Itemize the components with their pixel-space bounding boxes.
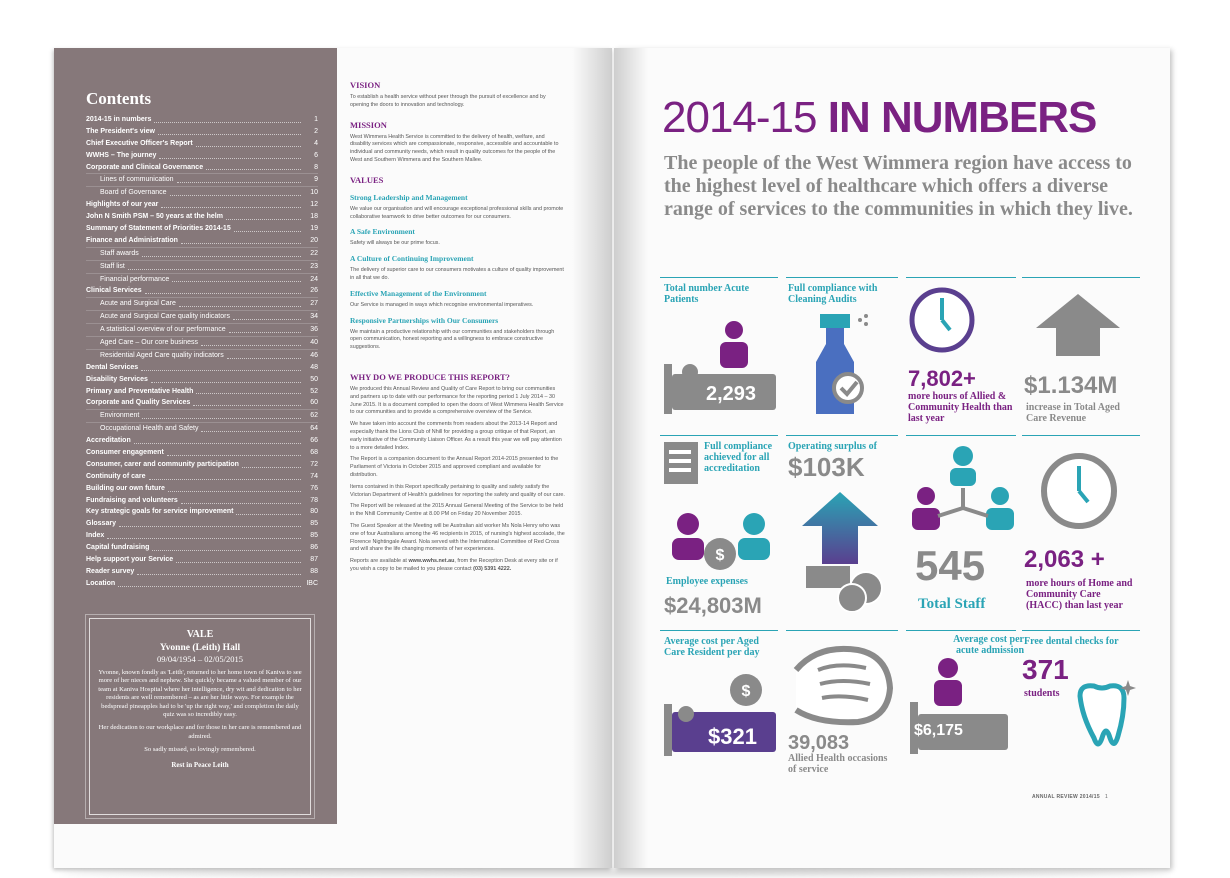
toc-leader [196,393,301,394]
why-paragraph: The Report is a companion document to the Annual Report 2014-2015 presented to the Parliament of Victoria in October 2015 and approved compliant and available for distribution. [350,456,559,478]
toc-page: 52 [310,387,318,395]
checklist-icon [662,440,700,486]
toc-row[interactable] [86,374,318,386]
contents-title: Contents [86,89,152,108]
toc-row[interactable] [86,336,318,349]
toc-page: 40 [310,339,318,347]
toc-row[interactable] [86,162,318,174]
divider [906,630,1016,631]
divider [906,435,1016,436]
toc-page: 2 [314,127,318,135]
toc-label: Chief Executive Officer's Report [86,139,193,147]
toc-page: 24 [310,275,318,283]
toc-leader [233,319,301,320]
toc-label: Finance and Administration [86,236,178,244]
toc-label: Help support your Service [86,556,174,564]
toc-page: 26 [310,287,318,295]
value-text: Our Service is managed in ways which recognise environmental imperatives. [350,301,534,308]
toc-page: 6 [314,151,318,159]
toc-label: Primary and Preventative Health [86,387,194,395]
why-paragraph: We produced this Annual Review and Quality of Care Report to bring our communities and partners up to date with our performance for the reporting period 1 July 2014 – 30 June 2015. It is a document compiled to open the doors of West Wimmera Health Service to our communities and to provide a comprehensive overview of the Service. [350,385,564,416]
toc-leader [172,281,301,282]
toc-row[interactable] [86,554,318,566]
toc-leader [234,231,301,232]
toc-leader [170,195,301,196]
toc-row[interactable] [86,422,318,435]
toc-page: 10 [310,189,318,197]
divider [660,277,778,278]
svg-text:$: $ [741,683,751,700]
spray-bottle-icon [808,310,878,420]
toc-page: 50 [310,375,318,383]
hospital-bed-icon [908,656,1012,756]
vision-mission-column [350,80,565,574]
up-arrow-icon [1034,292,1122,358]
allied-hours-value: 7,802+ [908,366,976,391]
toc-label: Location [86,579,116,587]
toc-label: Staff awards [100,249,139,257]
toc-leader [181,243,301,244]
toc-row[interactable] [86,126,318,138]
toc-page: 48 [310,363,318,371]
toc-leader [142,418,301,419]
value-heading: Strong Leadership and Management [350,192,468,202]
toc-leader [179,306,301,307]
toc-leader [149,479,301,480]
toc-label: Acute and Surgical Care [100,300,176,308]
svg-text:$: $ [715,547,725,564]
toc-row[interactable] [86,235,318,247]
vale-paragraph: Yvonne, known fondly as 'Leith', returned to her home town of Kaniva to see more of her nieces and nephew. She quickly became a valued member of our team at Kaniva Hospital where her intelligence, dry wit and dedication to her residents are well remembered – as are her little ways. For example the bedspread pineapples had to be 'up the right way,' and completion the daily quiz was so incredibly easy. [98,669,302,719]
vision-heading: VISION [350,80,381,90]
toc-label: Clinical Services [86,287,142,295]
toc-leader [142,256,301,257]
values-heading: VALUES [350,174,384,185]
divider [660,630,778,631]
accreditation-label: Full compliance achieved for all accreditation [704,441,773,474]
toc-row[interactable] [86,323,318,336]
vale-name: Yvonne (Leith) Hall [159,643,241,653]
toc-page: 88 [310,567,318,575]
toc-leader [177,182,301,183]
toc-leader [128,269,301,270]
toc-page: 20 [310,236,318,244]
toc-leader [145,293,301,294]
toc-row[interactable] [86,447,318,459]
toc-row[interactable] [86,542,318,554]
toc-row[interactable] [86,495,318,507]
toc-label: Accreditation [86,437,131,445]
toc-row[interactable] [86,260,318,273]
toc-label: 2014-15 in numbers [86,115,152,123]
toc-label: Staff list [100,262,125,270]
toc-leader [158,134,301,135]
hacc-hours-label: more hours of Home and Community Care (HACC) than last year [1026,578,1133,611]
toc-leader [242,467,301,468]
vale-paragraph: So sadly missed, so lovingly remembered. [144,746,256,754]
toc-leader [226,219,301,220]
value-heading: Responsive Partnerships with Our Consumers [350,315,499,325]
toc-leader [201,345,301,346]
toc-page: 62 [310,412,318,420]
why-paragraph: Items contained in this Report specifically pertaining to quality and safety satisfy the Victorian Department of Health's guidelines for reporting the safety and quality of our care. [350,483,565,498]
toc-label: Glossary [86,520,116,528]
vale-closing: Rest in Peace Leith [171,760,229,769]
toc-row[interactable] [86,386,318,398]
toc-row[interactable] [86,518,318,530]
acute-patients-value: 2,293 [706,383,757,405]
mission-heading: MISSION [350,119,387,130]
toc-row[interactable] [86,566,318,578]
aged-care-cost-label: Average cost per Aged Care Resident per day [664,636,760,658]
vale-box [89,618,311,815]
cleaning-audits-label: Full compliance with Cleaning Audits [788,283,878,305]
toc-row[interactable] [86,530,318,542]
toc-leader [201,431,301,432]
book-shadow [60,870,1170,876]
toc-page: 68 [310,449,318,457]
dental-students-label: students [1024,688,1060,699]
toc-page: 12 [310,201,318,209]
why-paragraph: The Guest Speaker at the Meeting will be Australian aid worker Ms Nola Henry who was one of four Australians among the 46 recipients in 2015, of nursing's highest accolade, the Florence Nightingale Award. Nola served with the International Committee of Red Cross and will share the life changing moments of her experiences. [350,522,565,553]
toc-page: 86 [310,544,318,552]
toc-label: Dental Services [86,363,139,371]
spine-shadow-right [614,48,648,868]
why-paragraph: We have taken into account the comments from readers about the 2013-14 Report and especially thank the Lions Club of Nhill for providing a group critique of that Report, an early initiative of the Community Liaison Officer. As a result this year we will pay attention to a more detailed Index. [350,421,562,451]
value-text: The delivery of superior care to our consumers motivates a culture of quality improvement in all that we do. [350,267,564,281]
toc-label: John N Smith PSM – 50 years at the helm [86,213,223,221]
staff-hierarchy-icon [908,444,1018,534]
toc-leader [229,332,301,333]
toc-row[interactable] [86,247,318,260]
acute-patients-label: Total number Acute Patients [664,283,750,305]
occasions-label: Allied Health occasions of service [788,753,888,775]
toc-page: 78 [310,496,318,504]
dental-checks-value: 371 [1022,654,1069,685]
money-growth-icon [796,490,892,612]
toc-row[interactable] [86,199,318,211]
why-paragraph: The Report will be released at the 2015 Annual General Meeting of the Service to be held in the Nhill Community Centre at 8.00 PM on Friday 20 November 2015. [350,503,564,518]
toc-leader [137,574,301,575]
toc-label: Consumer engagement [86,449,164,457]
contents-sidebar [54,48,337,824]
employee-expenses-label: Employee expenses [666,576,748,587]
clock-icon [1040,452,1118,530]
toc-page: 76 [310,484,318,492]
toc-label: Consumer, carer and community participation [86,460,239,468]
toc-row[interactable] [86,150,318,162]
toc-label: Board of Governance [100,189,167,197]
toc-row[interactable] [86,483,318,495]
toc-leader [236,514,301,515]
toc-leader [107,538,301,539]
toc-page: 22 [310,249,318,257]
employee-expenses-value: $24,803M [664,593,762,618]
vale-paragraph: Her dedication to our workplace and for those in her care is remembered and admired. [98,724,302,740]
toc-page: 74 [310,472,318,480]
toc-label: Summary of Statement of Priorities 2014-15 [86,225,231,232]
toc-page: 4 [314,139,318,147]
toc-page: 87 [310,556,318,564]
toc-page: 34 [310,313,318,321]
total-staff-value: 545 [915,542,986,589]
toc-row[interactable] [86,285,318,297]
toc-label: Highlights of our year [86,201,159,209]
toc-leader [141,370,301,371]
toc-leader [227,358,301,359]
toc-label: Reader survey [86,567,135,575]
toc-row[interactable] [86,409,318,422]
toc-row[interactable] [86,223,318,235]
toc-row[interactable] [86,349,318,362]
toc-page: 36 [310,326,318,334]
toc-label: Corporate and Quality Services [86,399,191,407]
toc-row[interactable] [86,507,318,519]
revenue-label: increase in Total Aged Care Revenue [1026,402,1120,424]
phone-number: (03) 5391 4222. [473,565,512,572]
page-footer: ANNUAL REVIEW 2014/15 1 [1032,794,1109,800]
intro-text: The people of the West Wimmera region have access to the highest level of healthcare which offers a diverse range of services to the communities in which they live. [664,152,1133,220]
toc-label: Aged Care – Our core business [100,339,199,347]
toc-row[interactable] [86,471,318,483]
toc-row[interactable] [86,273,318,286]
toc-label: Corporate and Clinical Governance [86,163,204,171]
divider [660,435,778,436]
toc-leader [196,146,301,147]
value-heading: Effective Management of the Environment [350,288,487,298]
toc-row[interactable] [86,310,318,323]
occasions-value: 39,083 [788,732,850,754]
hacc-hours-value: 2,063 + [1024,546,1105,573]
divider [1022,630,1140,631]
toc-leader [134,443,301,444]
toc-leader [168,491,301,492]
toc-row[interactable] [86,173,318,186]
toc-label: Disability Services [86,375,148,383]
surplus-value: $103K [788,452,865,482]
toc-page: 8 [314,163,318,171]
toc-leader [193,405,301,406]
toc-leader [118,586,301,587]
toc-page: 23 [310,262,318,270]
toc-page: 19 [310,225,318,232]
why-contact-paragraph: Reports are available at www.wwhs.net.au, from the Reception Desk at every site or if you wish a copy to be mailed to you please contact (03) 5391 4222. [350,558,558,572]
why-heading: WHY DO WE PRODUCE THIS REPORT? [350,371,510,382]
toc-leader [154,122,301,123]
toc-page: 1 [314,115,318,123]
toc-page: 9 [314,176,318,184]
vale-dates: 09/04/1954 – 02/05/2015 [157,654,243,664]
toc-row[interactable] [86,435,318,447]
toc-page: 72 [310,460,318,468]
toc-leader [119,526,301,527]
toc-page: 46 [310,351,318,359]
spine-shadow-left [572,48,612,868]
surplus-label: Operating surplus of [788,441,877,452]
table-of-contents [86,114,318,590]
vision-text: To establish a health service without peer through the pursuit of excellence and by opening the doors to innovation and technology. [350,94,546,108]
acute-admission-cost-label: Average cost per acute admission [953,634,1024,656]
toc-leader [161,207,301,208]
toc-row[interactable] [86,211,318,223]
toc-label: Building our own future [86,484,165,492]
toc-leader [176,562,301,563]
toc-leader [152,550,301,551]
value-text: Safety will always be our prime focus. [350,240,440,247]
divider [906,277,1016,278]
acute-admission-cost-value: $6,175 [914,722,963,739]
toc-row[interactable] [86,397,318,409]
value-heading: A Safe Environment [350,227,415,237]
toc-leader [167,455,301,456]
toc-label: Index [86,532,105,540]
page-title: 2014-15 IN NUMBERS [662,93,1097,142]
toc-page: 80 [310,508,318,516]
toc-row[interactable] [86,138,318,150]
toc-row[interactable] [86,362,318,374]
divider [786,277,898,278]
toc-leader [181,503,301,504]
toc-page: 85 [310,520,318,528]
toc-label: Financial performance [100,275,170,283]
toc-label: Lines of communication [100,176,174,184]
toc-label: The President's view [86,127,155,135]
toc-page: 64 [310,425,318,433]
toc-page: 66 [310,437,318,445]
toc-row[interactable] [86,114,318,126]
value-text: We value our organisation and will encourage exceptional professional skills and promote collaborative teamwork to drive better outcomes for our consumers. [350,205,564,220]
website-link[interactable]: www.wwhs.net.au [408,558,455,565]
mission-text: West Wimmera Health Service is committed to the delivery of health, welfare, and disability services which are compassionate, responsive, accessible and accountable to individual and community needs, which result in quality outcomes for the people of the West and Southern Wimmera and the Southern Mallee. [350,133,559,163]
toc-page: 85 [310,532,318,540]
divider [1022,435,1140,436]
toc-page: 60 [310,399,318,407]
value-heading: A Culture of Continuing Improvement [350,254,474,264]
toc-label: Acute and Surgical Care quality indicators [100,313,230,321]
toc-label: Capital fundraising [86,544,150,552]
toc-row[interactable] [86,459,318,471]
toc-leader [206,169,301,170]
toc-row[interactable] [86,578,318,590]
divider [786,630,898,631]
toc-label: Environment [100,412,140,420]
total-staff-label: Total Staff [918,596,986,612]
toc-page: 27 [310,300,318,308]
allied-hours-label: more hours of Allied & Community Health than last year [908,391,1013,424]
toc-leader [159,158,301,159]
clock-icon [908,286,976,354]
revenue-value: $1.134M [1024,372,1118,399]
toc-page: IBC [306,579,318,587]
toc-label: Continuity of care [86,472,146,480]
dental-checks-label: Free dental checks for [1024,636,1119,647]
open-hand-icon [788,640,894,728]
toc-label: WWHS – The journey [86,151,157,159]
toc-label: A statistical overview of our performance [100,326,226,334]
toc-label: Fundraising and volunteers [86,496,178,504]
vale-title: VALE [186,629,214,640]
toc-label: Residential Aged Care quality indicators [100,351,224,359]
toc-leader [151,382,301,383]
toc-row[interactable] [86,297,318,310]
divider [786,435,898,436]
toc-label: Key strategic goals for service improvement [86,508,234,516]
toc-label: Occupational Health and Safety [100,425,199,433]
tooth-icon [1068,676,1140,756]
divider [1022,277,1140,278]
toc-page: 18 [310,213,318,221]
value-text: We maintain a productive relationship with our communities and stakeholders through open communication, honest reporting and a willingness to embrace constructive suggestions. [350,328,555,351]
aged-care-cost-value: $321 [708,724,757,749]
toc-row[interactable] [86,186,318,199]
